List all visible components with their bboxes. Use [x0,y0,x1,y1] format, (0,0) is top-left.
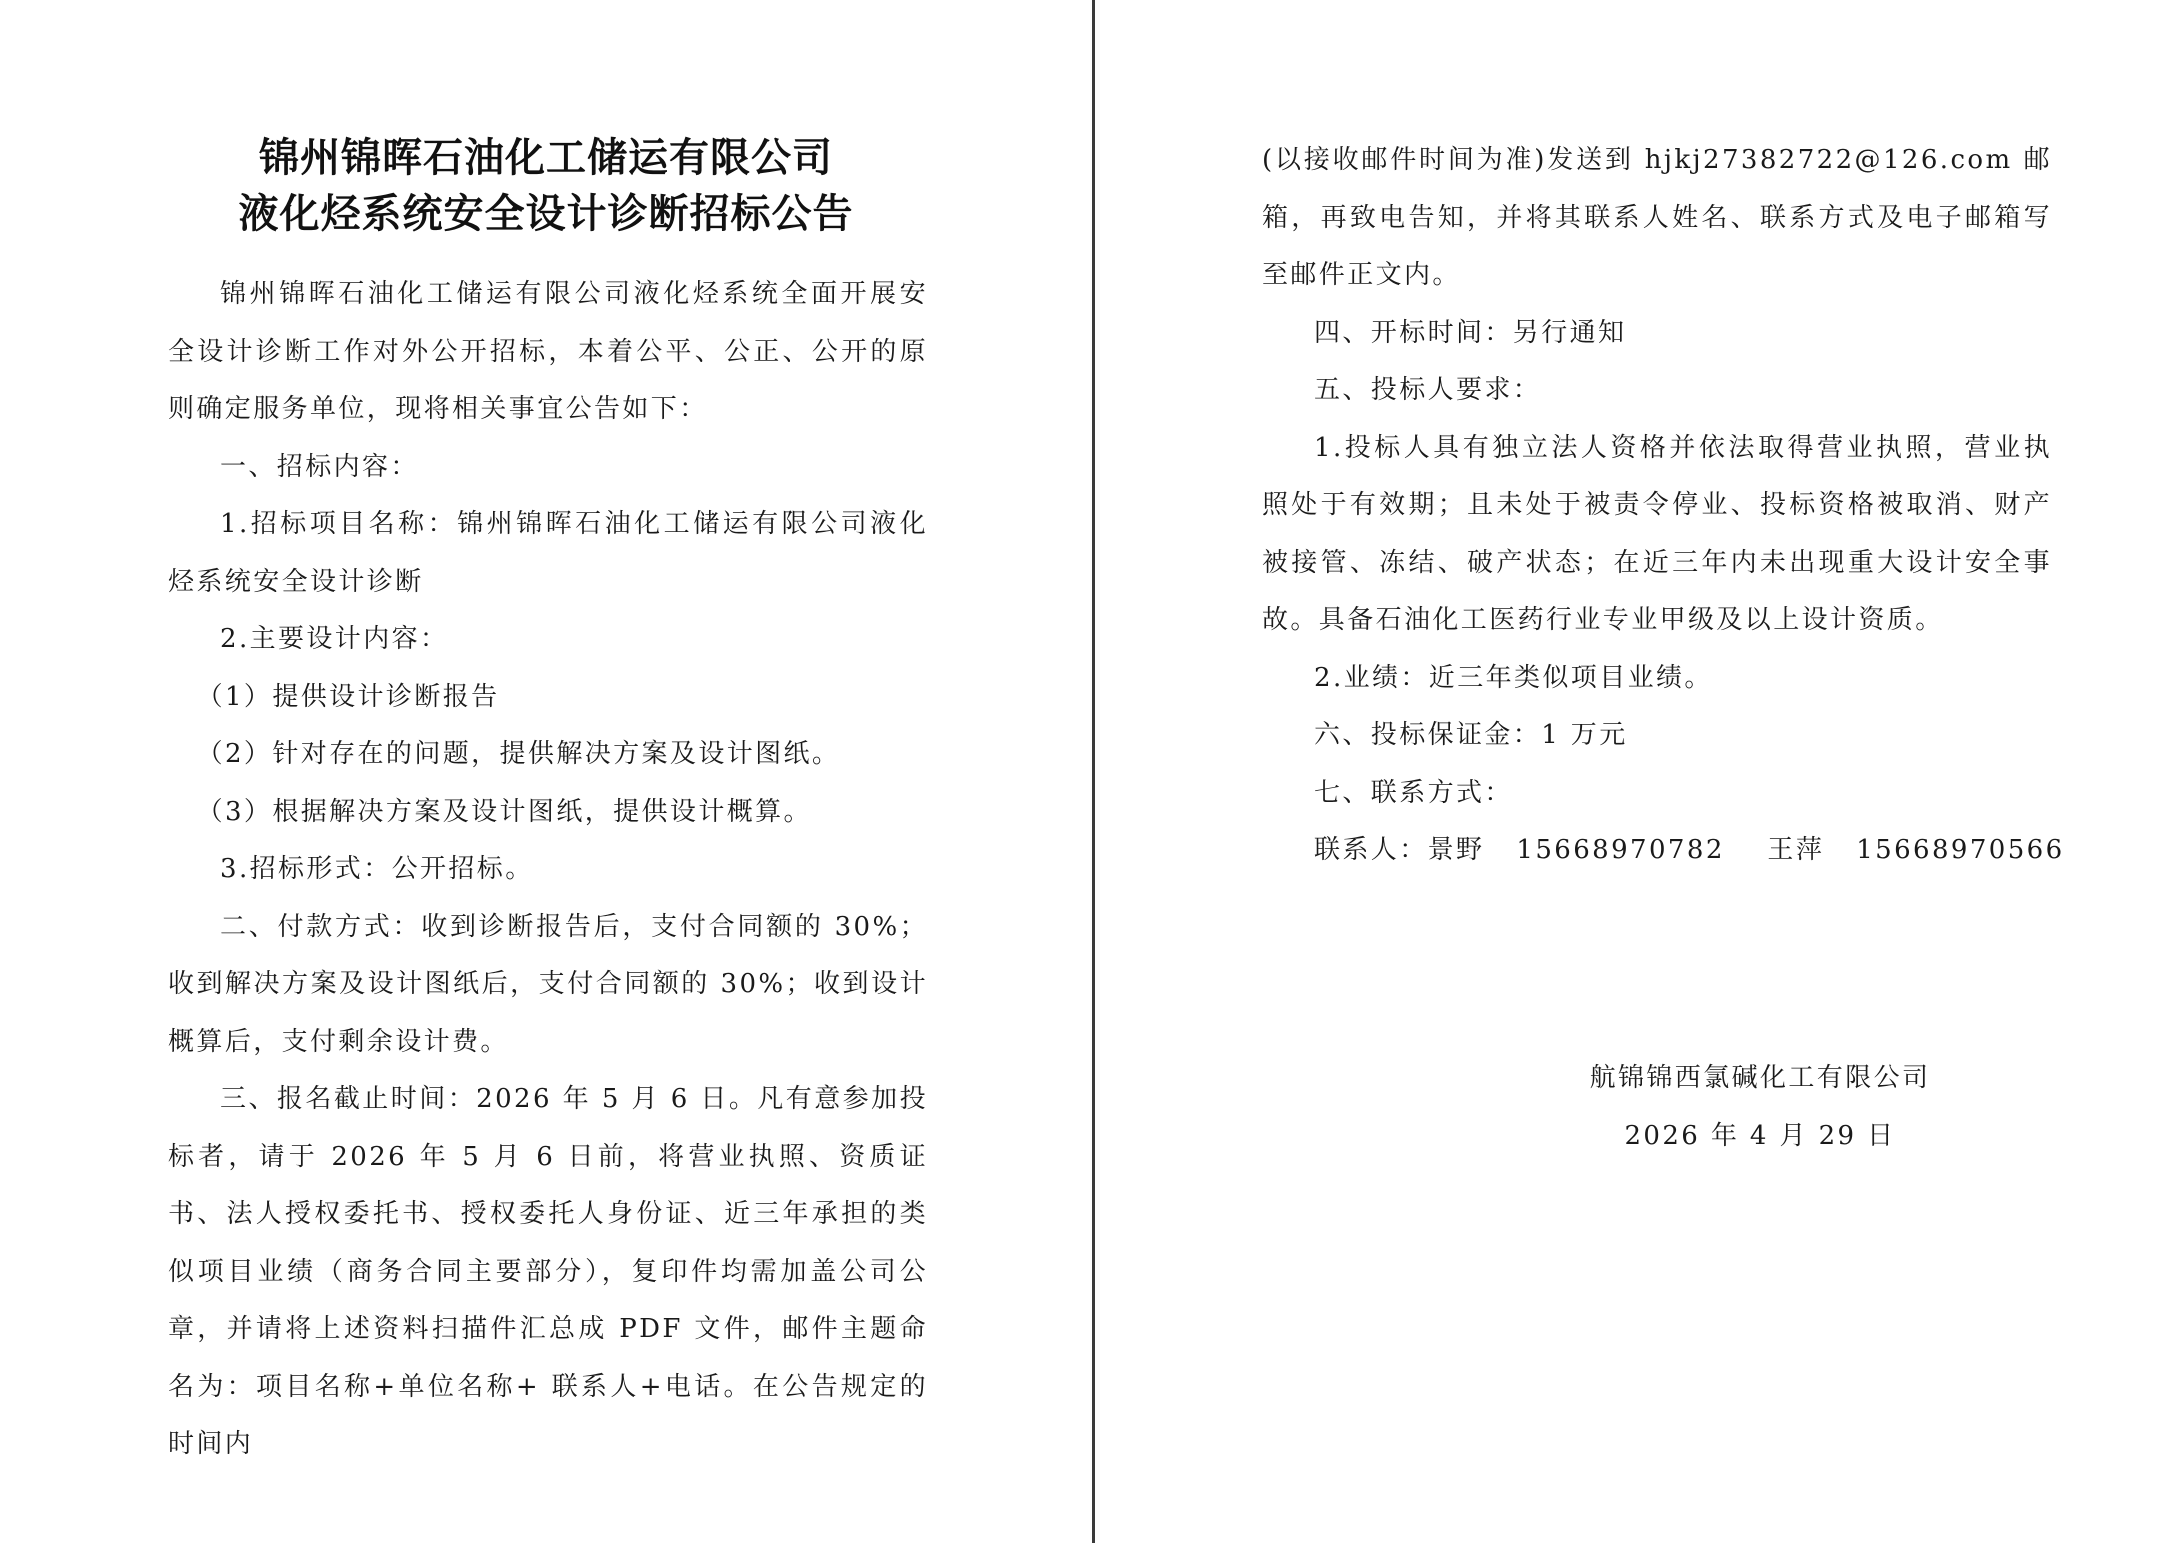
project-name-paragraph: 1.招标项目名称：锦州锦晖石油化工储运有限公司液化烃系统安全设计诊断 [168,509,928,597]
opening-time-line: 四、开标时间：另行通知 [1314,317,1627,348]
announcement-title [0,130,1092,242]
contact-heading: 七、联系方式： [1314,777,1513,808]
requirements-heading: 五、投标人要求： [1314,375,1542,405]
content-item-1: （1）提供设计诊断报告 [196,681,500,712]
deadline-paragraph: 三、报名截止时间：2026 年 5 月 6 日。凡有意参加投标者，请于 2026 年 5 月 6 日前，将营业执照、资质证书、法人授权委托书、授权委托人身份证、近三年承担的类似项目业绩（商务合同主要部分），复印件均需加盖公司公章，并请将上述资料扫描件汇总成 PDF 文件，邮件主题命名为：项目名称+单位名称+ 联系人+电话。在公告规定的时间内 [168,1084,928,1459]
right-body [1262,132,2065,880]
requirement-1-paragraph: 1.投标人具有独立法人资格并依法取得营业执照，营业执照处于有效期；且未处于被责令停业、投标资格被取消、财产被接管、冻结、破产状态；在近三年内未出现重大设计安全事故。具备石油化工医药行业专业甲级及以上设计资质。 [1262,432,2052,635]
intro-paragraph: 锦州锦晖石油化工储运有限公司液化烃系统全面开展安全设计诊断工作对外公开招标，本着公平、公正、公开的原则确定服务单位，现将相关事宜公告如下： [168,279,928,424]
signature-company: 航锦锦西氯碱化工有限公司 [1589,1063,1931,1093]
tender-form-line: 3.招标形式：公开招标。 [220,854,534,884]
signature-block [1560,1050,1960,1165]
page-divider [1092,0,1095,1543]
contact-persons-line: 联系人：景野 15668970782 王萍 15668970566 [1314,835,2065,865]
email-continuation-paragraph: (以接收邮件时间为准)发送到 hjkj27382722@126.com 邮箱，再致电告知，并将其联系人姓名、联系方式及电子邮箱写至邮件正文内。 [1262,145,2052,290]
main-content-heading: 2.主要设计内容： [220,624,449,654]
bid-bond-line: 六、投标保证金：1 万元 [1314,720,1628,750]
title-line-subject: 液化烃系统安全设计诊断招标公告 [238,190,854,237]
requirement-2-line: 2.业绩：近三年类似项目业绩。 [1314,662,1713,693]
signature-date: 2026 年 4 月 29 日 [1624,1120,1896,1151]
section-bid-content-heading: 一、招标内容： [220,451,419,482]
title-line-company: 锦州锦晖石油化工储运有限公司 [259,134,833,181]
payment-paragraph: 二、付款方式：收到诊断报告后，支付合同额的 30%；收到解决方案及设计图纸后，支付合同额的 30%；收到设计概算后，支付剩余设计费。 [168,911,928,1057]
content-item-3: （3）根据解决方案及设计图纸，提供设计概算。 [196,796,812,827]
content-item-2: （2）针对存在的问题，提供解决方案及设计图纸。 [196,739,841,769]
left-body [168,266,928,1474]
